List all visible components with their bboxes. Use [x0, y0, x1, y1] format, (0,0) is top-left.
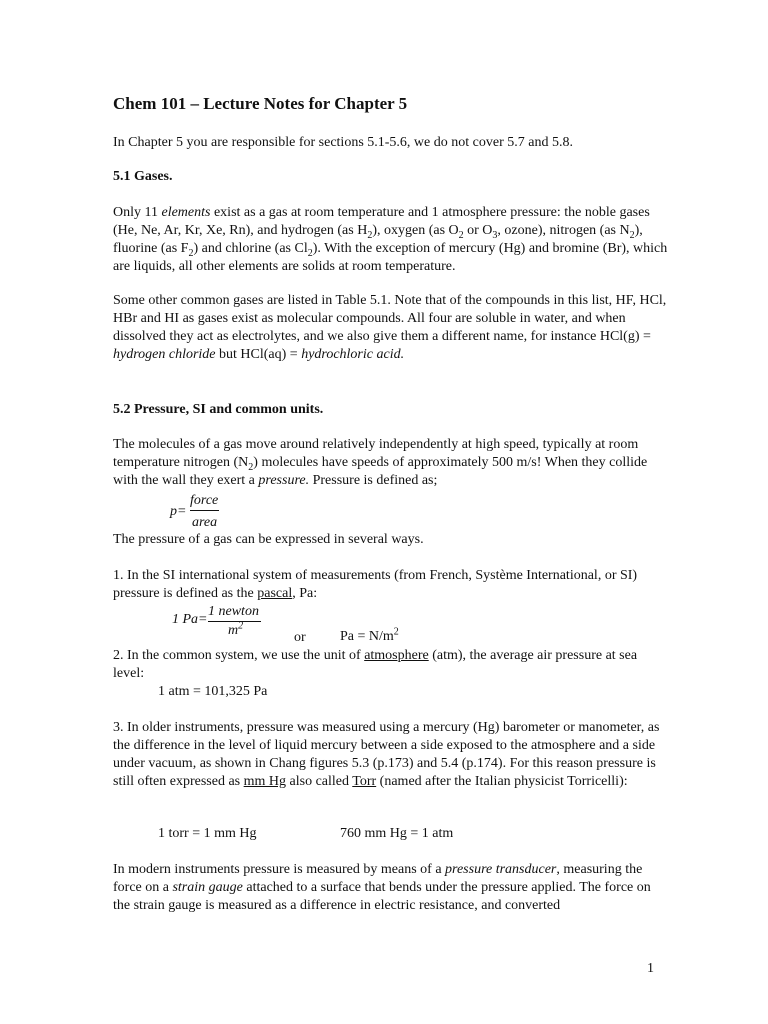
paragraph-gases-elements: Only 11 elements exist as a gas at room temperature and 1 atmosphere pressure: the noble gases (He, Ne, Ar, Kr, Xe, Rn), and hydrogen (as $H_2$), oxygen (as $O_2$ or $O_3$, ozone), nitrogen (as $N_2$), fluorine (as $F_2$) and chlorine (as $Cl_2$). With the exception of mercury (Hg) and bromine (Br), which are liquids, all other elements are solids at room temperature.: [113, 205, 668, 274]
pa-unit-equation: $Pa = N/m^2$: [340, 626, 399, 644]
intro-paragraph: In Chapter 5 you are responsible for sections 5.1-5.6, we do not cover 5.7 and 5.8.: [113, 135, 573, 150]
document-title: Chem 101 – Lecture Notes for Chapter 5: [113, 94, 408, 113]
or-text: or: [294, 630, 306, 645]
mmhg-atm-equation: 760 mm Hg = 1 atm: [340, 826, 454, 841]
item-si-units: 1. In the SI international system of measurements (from French, Système International, or SI) pressure is defined as the pascal, Pa:: [113, 568, 638, 601]
paragraph-pressure-ways: The pressure of a gas can be expressed in several ways.: [113, 532, 424, 547]
page-number: 1: [647, 961, 654, 976]
paragraph-gas-molecules: The molecules of a gas move around relatively independently at high speed, typically at room temperature nitrogen $(N_2)$ molecules have speeds of approximately 500 m/s! When they collide with the wall they exert a pressure. Pressure is defined as;: [113, 437, 648, 488]
pressure-formula: p= force area: [170, 493, 219, 530]
paragraph-pressure-transducer: In modern instruments pressure is measured by means of a pressure transducer, measuring the force on a strain gauge attached to a surface that bends under the pressure applied. The force on the strain gauge is measured as a difference in electric resistance, and converted: [113, 862, 651, 913]
section-heading-pressure: 5.2 Pressure, SI and common units.: [113, 402, 324, 417]
item-atmosphere: 2. In the common system, we use the unit of atmosphere (atm), the average air pressure at sea level:: [113, 648, 638, 681]
paragraph-common-gases: Some other common gases are listed in Table 5.1. Note that of the compounds in this list, HF, HCl, HBr and HI as gases exist as molecular compounds. All four are soluble in water, and when dissolved they act as electrolytes, and we also give them a different name, for instance HCl(g) = hydrogen chloride but HCl(aq) = hydrochloric acid.: [113, 293, 667, 362]
pascal-formula: 1 Pa= 1 newton $m^2$: [172, 603, 272, 643]
item-mercury-barometer: 3. In older instruments, pressure was measured using a mercury (Hg) barometer or manometer, as the difference in the level of liquid mercury between a side exposed to the atmosphere and a side under vacuum, as shown in Chang figures 5.3 (p.173) and 5.4 (p.174). For this reason pressure is still often expressed as mm Hg also called Torr (named after the Italian physicist Torricelli):: [113, 720, 660, 789]
atm-equation: 1 atm = 101,325 Pa: [158, 684, 268, 699]
section-heading-gases: 5.1 Gases.: [113, 169, 173, 184]
torr-equation: 1 torr = 1 mm Hg: [158, 826, 257, 841]
